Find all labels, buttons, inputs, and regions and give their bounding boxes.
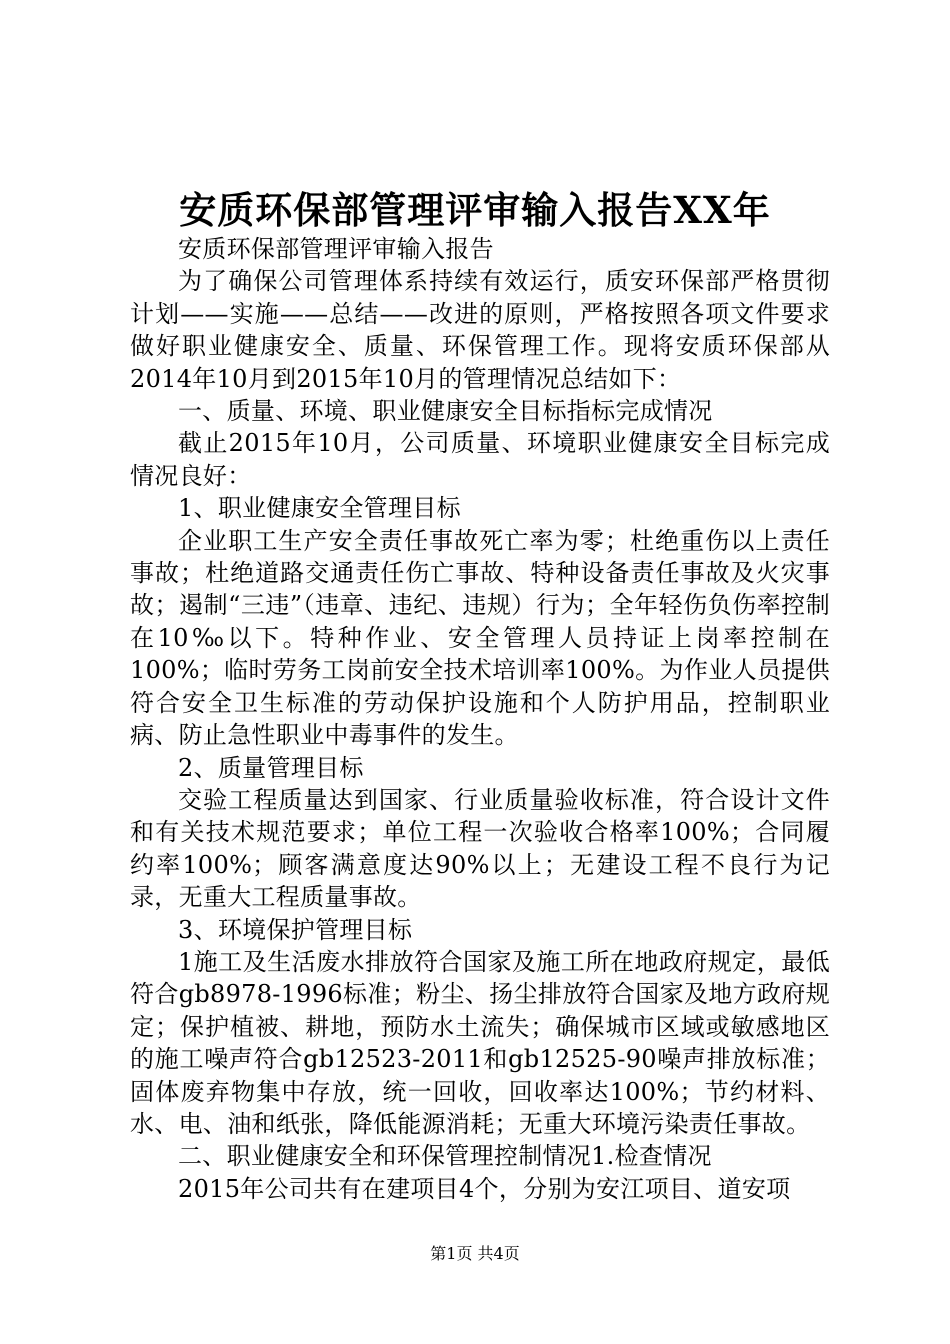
document-title: 安质环保部管理评审输入报告XX年 <box>179 188 771 232</box>
subheading-quality: 2、质量管理目标 <box>178 753 364 782</box>
paragraph-ohs: 企业职工生产安全责任事故死亡率为零；杜绝重伤以上责任事故；杜绝道路交通责任伤亡事故、特种设备责任事故及火灾事故；遏制“三违”（违章、违纪、违规）行为；全年轻伤负伤率控制在10‰以下。特种作业、安全管理人员持证上岗率控制在100%；临时劳务工岗前安全技术培训率100%。为作业人员提供符合安全卫生标准的劳动保护设施和个人防护用品，控制职业病、防止急性职业中毒事件的发生。 <box>130 526 830 750</box>
paragraph-quality: 交验工程质量达到国家、行业质量验收标准，符合设计文件和有关技术规范要求；单位工程一次验收合格率100%；合同履约率100%；顾客满意度达90%以上；无建设工程不良行为记录，无重大工程质量事故。 <box>130 785 830 912</box>
subheading-ohs: 1、职业健康安全管理目标 <box>178 494 461 523</box>
document-body <box>130 233 830 1205</box>
paragraph-projects: 2015年公司共有在建项目4个，分别为安江项目、道安项 <box>178 1174 791 1203</box>
paragraph-environment: 1施工及生活废水排放符合国家及施工所在地政府规定，最低符合gb8978-1996标准；粉尘、扬尘排放符合国家及地方政府规定；保护植被、耕地，预防水土流失；确保城市区域或敏感地区的施工噪声符合gb12523-2011和gb12525-90噪声排放标准；固体废弃物集中存放，统一回收，回收率达100%；节约材料、水、电、油和纸张，降低能源消耗；无重大环境污染责任事故。 <box>130 947 830 1138</box>
section-heading-1: 一、质量、环境、职业健康安全目标指标完成情况 <box>178 397 713 426</box>
paragraph-intro: 为了确保公司管理体系持续有效运行，质安环保部严格贯彻计划——实施——总结——改进的原则，严格按照各项文件要求做好职业健康安全、质量、环保管理工作。现将安质环保部从2014年10月到2015年10月的管理情况总结如下： <box>130 267 830 393</box>
paragraph-status: 截止2015年10月，公司质量、环境职业健康安全目标完成情况良好： <box>130 429 830 490</box>
page-footer: 第1页 共4页 <box>430 1244 520 1263</box>
paragraph-subtitle: 安质环保部管理评审输入报告 <box>178 235 494 263</box>
subheading-environment: 3、环境保护管理目标 <box>178 915 413 944</box>
section-heading-2: 二、职业健康安全和环保管理控制情况1.检查情况 <box>178 1142 712 1171</box>
